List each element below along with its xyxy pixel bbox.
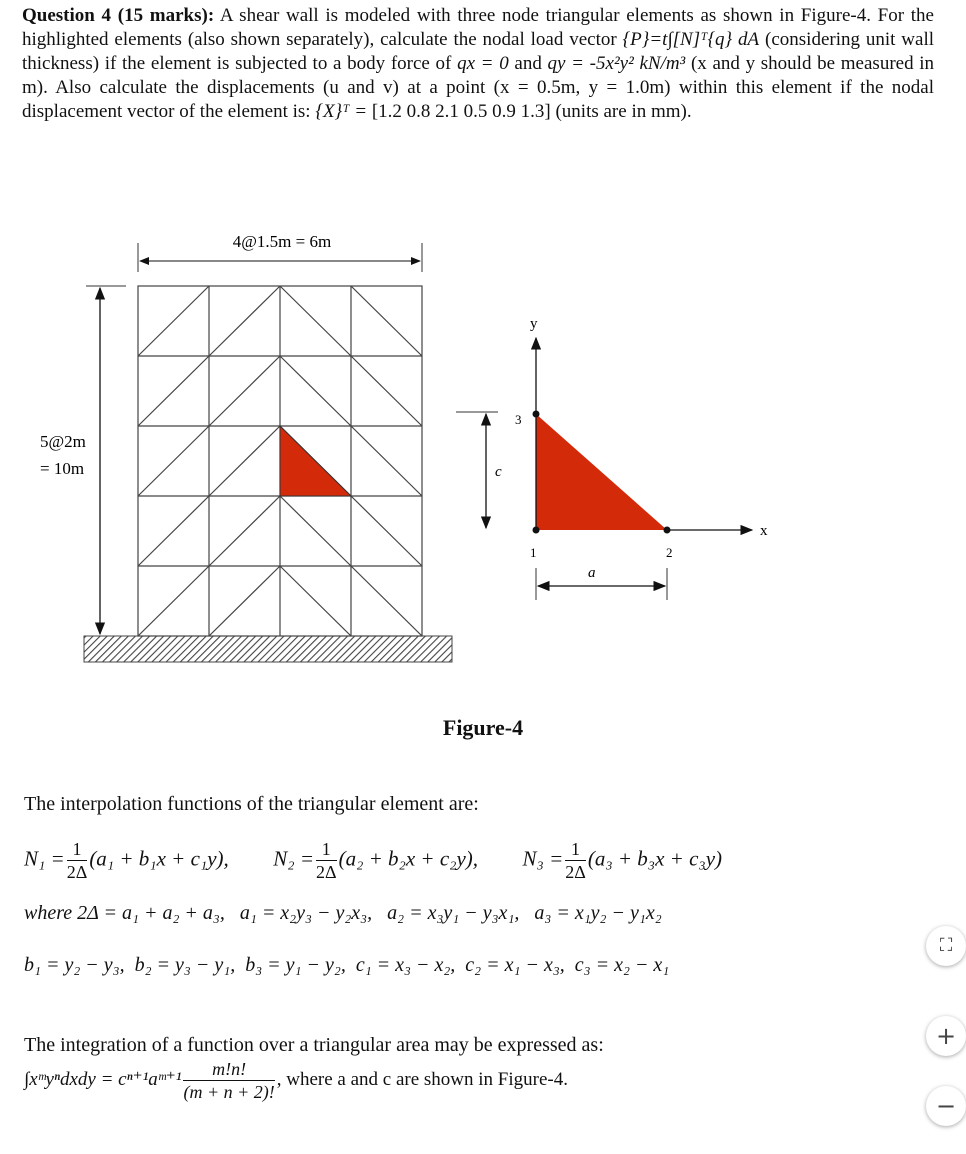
displacement-vector-label: {X}ᵀ =	[315, 101, 368, 122]
figure-4-diagram	[0, 200, 966, 680]
body-force-qy: qy = -5x²y² kN/m³	[547, 53, 686, 74]
N2-lhs: N₂ =	[273, 846, 314, 871]
node-2-label: 2	[666, 545, 673, 560]
node-2-dot	[664, 527, 671, 534]
figure-caption: Figure-4	[442, 715, 524, 740]
question-text-4: (x and y should be measured in m). Also calculate the displacements (u and v) at a point (x = 0.5m, y = 1.0m) within this element if the nodal displacement vector of the element is:	[22, 53, 935, 122]
node-1-dot	[533, 527, 540, 534]
N3-rhs: (a₃ + b₃x + c₃y)	[587, 846, 723, 871]
displacement-vector-values: [1.2 0.8 2.1 0.5 0.9 1.3] (units are in mm).	[371, 101, 692, 122]
x-axis-label: x	[760, 523, 768, 539]
zoom-in-button[interactable]: +	[926, 1016, 966, 1056]
interpolation-equations	[24, 838, 722, 883]
integration-lhs: ∫xᵐyⁿdxdy = cⁿ⁺¹aᵐ⁺¹	[24, 1068, 182, 1090]
N1-fraction: $\frac{1}{2\Delta}$	[66, 839, 88, 882]
N3-lhs: N₃ =	[522, 846, 564, 871]
N1-lhs: N₁ =	[24, 846, 65, 871]
integration-tail: , where a and c are shown in Figure-4.	[276, 1068, 568, 1090]
question-text-2: (considering unit wall thickness) if the element is subjected to a body force of	[22, 29, 935, 74]
body-force-qx: qx = 0	[457, 53, 509, 74]
highlighted-element-separate	[536, 414, 667, 530]
load-formula: {P}=t∫[N]ᵀ{q} dA	[622, 29, 760, 50]
interpolation-title: The interpolation functions of the triangular element are:	[24, 793, 479, 815]
height-dimension-label-1: 5@2m	[40, 432, 86, 451]
question-text-3: and	[514, 53, 542, 74]
zoom-out-button[interactable]: −	[926, 1086, 966, 1126]
N2-rhs: (a₂ + b₂x + c₂y),	[338, 846, 479, 871]
ground-hatch	[84, 636, 452, 662]
question-text-1: A shear wall is modeled with three node triangular elements as shown in Figure-4. For the highlighted elements (also shown separately), calculate the nodal load vector	[22, 5, 934, 50]
highlighted-element-in-mesh	[280, 426, 351, 496]
width-dimension-label: 4@1.5m = 6m	[232, 232, 332, 251]
fit-page-button[interactable]: ⛶	[926, 926, 966, 966]
dim-c-label: c	[495, 464, 502, 480]
dim-a-label: a	[588, 565, 596, 581]
N3-fraction: $\frac{1}{2\Delta}$	[565, 839, 586, 882]
height-dimension-label-2: = 10m	[40, 459, 85, 478]
question-heading: Question 4 (15 marks):	[22, 5, 215, 26]
y-axis-label: y	[530, 316, 538, 332]
N2-fraction: $\frac{1}{2\Delta}$	[316, 839, 337, 882]
integration-title: The integration of a function over a triangular area may be expressed as:	[24, 1034, 604, 1056]
N1-rhs: (a₁ + b₁x + c₁y),	[89, 846, 229, 871]
where-coefficients-line: where 2Δ = a₁ + a₂ + a₃, a₁ = x₂y₃ − y₂x₃, a₂ = x₃y₁ − y₃x₁, a₃ = x₁y₂ − y₁x₂	[24, 902, 662, 924]
node-3-dot	[533, 411, 540, 418]
b-c-coefficients-line: b₁ = y₂ − y₃, b₂ = y₃ − y₁, b₃ = y₁ − y₂, c₁ = x₃ − x₂, c₂ = x₁ − x₃, c₃ = x₂ − x₁	[24, 954, 670, 976]
node-3-label: 3	[515, 412, 522, 427]
node-1-label: 1	[530, 545, 537, 560]
integration-formula	[24, 1058, 568, 1103]
integration-fraction: $\frac{m!n!}{(m + n + 2)!}$	[183, 1059, 275, 1102]
question-paragraph	[22, 4, 934, 124]
